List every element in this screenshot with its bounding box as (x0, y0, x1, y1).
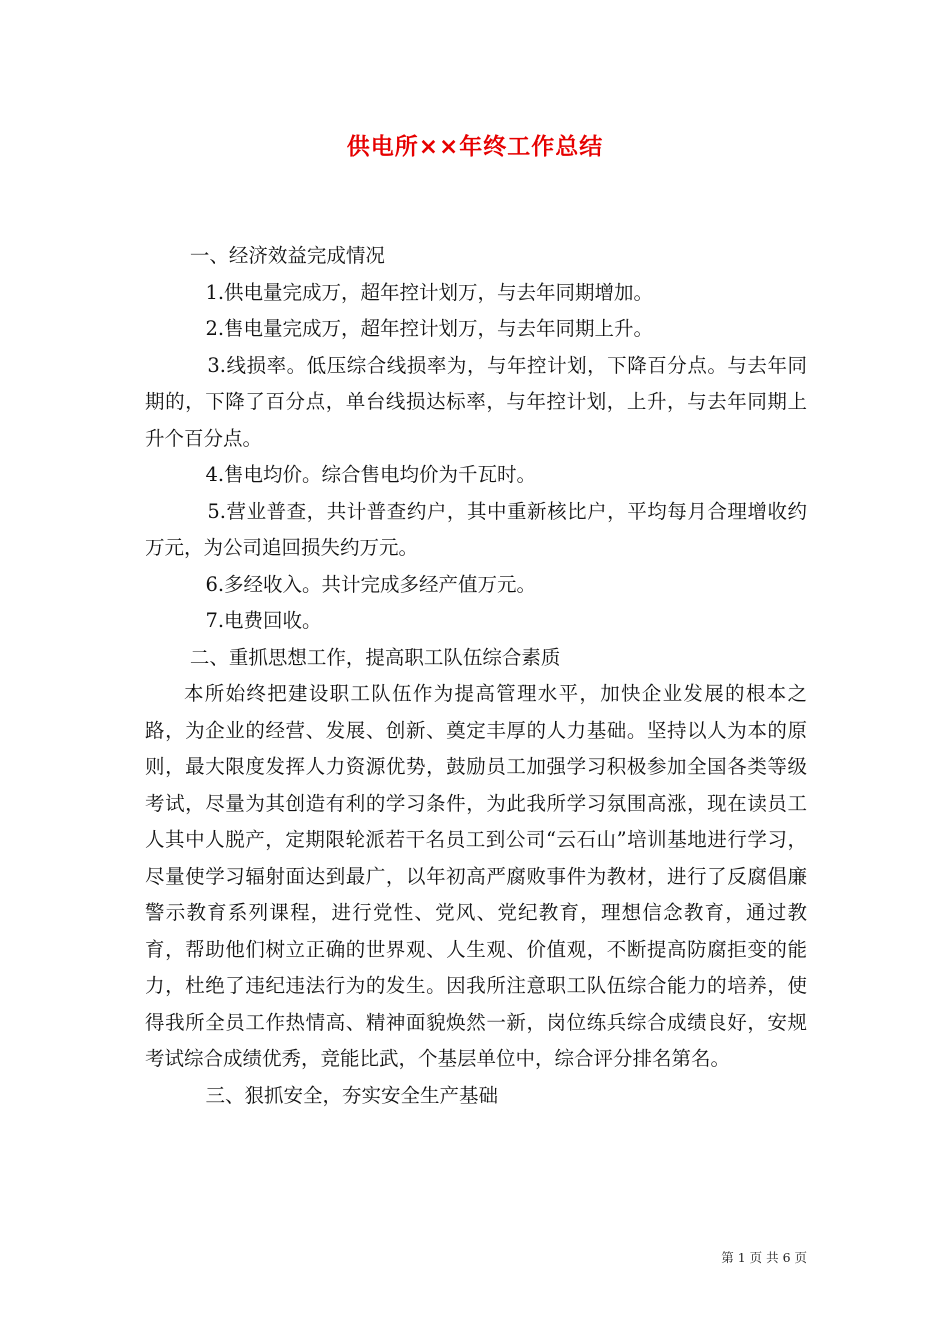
document-body (145, 238, 807, 1114)
document-title: 供电所××年终工作总结 (346, 134, 604, 160)
list-item-census: 5.营业普查，共计普查约户，其中重新核比户，平均每月合理增收约万元，为公司追回损失约万元。 (145, 499, 807, 559)
list-item-avg-price: 4.售电均价。综合售电均价为千瓦时。 (205, 463, 537, 486)
list-item-line-loss: 3.线损率。低压综合线损率为，与年控计划，下降百分点。与去年同期的，下降了百分点，单台线损达标率，与年控计划，上升，与去年同期上升个百分点。 (145, 353, 807, 450)
body-paragraph: 本所始终把建设职工队伍作为提高管理水平，加快企业发展的根本之路，为企业的经营、发展、创新、奠定丰厚的人力基础。坚持以人为本的原则，最大限度发挥人力资源优势，鼓励员工加强学习积极参加全国各类等级考试，尽量为其创造有利的学习条件，为此我所学习氛围高涨，现在读员工人其中人脱产，定期限轮派若干名员工到公司“云石山”培训基地进行学习，尽量使学习辐射面达到最广，以年初高严腐败事件为教材，进行了反腐倡廉警示教育系列课程，进行党性、党风、党纪教育，理想信念教育，通过教育，帮助他们树立正确的世界观、人生观、价值观，不断提高防腐拒变的能力，杜绝了违纪违法行为的发生。因我所注意职工队伍综合能力的培养，使得我所全员工作热情高、精神面貌焕然一新，岗位练兵综合成绩良好，安规考试综合成绩优秀，竞能比武，个基层单位中，综合评分排名第名。 (145, 682, 807, 1070)
list-item-diversified-income: 6.多经收入。共计完成多经产值万元。 (205, 572, 537, 596)
list-item-sales: 2.售电量完成万，超年控计划万，与去年同期上升。 (205, 317, 654, 340)
list-item-supply: 1.供电量完成万，超年控计划万，与去年同期增加。 (205, 280, 654, 304)
section-heading-safety: 三、狠抓安全，夯实安全生产基础 (205, 1083, 498, 1107)
section-heading-economic: 一、经济效益完成情况 (189, 244, 385, 267)
list-item-fee-recovery: 7.电费回收。 (205, 609, 322, 632)
section-heading-ideology: 二、重抓思想工作，提高职工队伍综合素质 (189, 645, 561, 669)
page-number-footer: 第 1 页 共 6 页 (721, 1250, 807, 1265)
